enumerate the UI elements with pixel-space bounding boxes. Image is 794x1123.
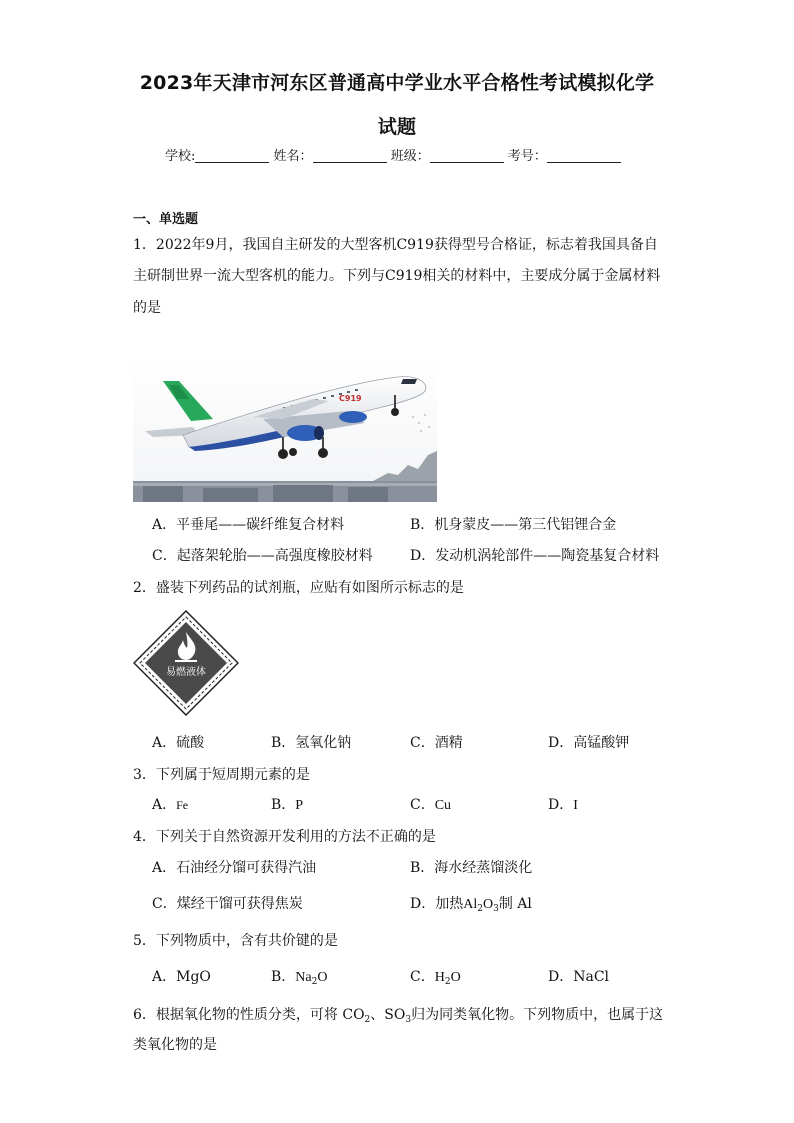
q3-option-d bbox=[548, 794, 578, 814]
flammable-liquid-icon bbox=[133, 610, 239, 716]
school-label: 学校: bbox=[165, 149, 196, 164]
subscript: 2 bbox=[311, 977, 318, 987]
element-symbol: Cu bbox=[434, 798, 452, 813]
q1-option-b: B．机身蒙皮——第三代铝锂合金 bbox=[410, 517, 617, 533]
q2-option-b: B．氢氧化钠 bbox=[271, 735, 352, 751]
subscript: 2 bbox=[477, 904, 483, 914]
q5-option-b bbox=[271, 966, 327, 987]
q2-stem: 2．盛装下列药品的试剂瓶，应贴有如图所示标志的是 bbox=[133, 580, 464, 596]
q4-option-d bbox=[410, 893, 532, 914]
q4-option-a: A．石油经分馏可获得汽油 bbox=[152, 860, 317, 876]
q5-option-a: A．MgO bbox=[152, 969, 211, 985]
subscript: 2 bbox=[444, 977, 451, 987]
formula-part: Na bbox=[295, 970, 312, 985]
c919-photo bbox=[133, 357, 437, 502]
q6-text: 6．根据氧化物的性质分类，可将 CO bbox=[133, 1007, 365, 1023]
q6-stem-line2: 类氧化物的是 bbox=[133, 1037, 217, 1053]
exam-number-label: 考号： bbox=[507, 149, 547, 164]
formula-part: O bbox=[317, 970, 328, 985]
subscript: 3 bbox=[405, 1015, 412, 1025]
q1-stem-line2: 主研制世界一流大型客机的能力。下列与C919相关的材料中，主要成分属于金属材料 bbox=[133, 268, 661, 284]
formula-part: Al bbox=[463, 897, 478, 912]
q2-option-a: A．硫酸 bbox=[152, 735, 205, 751]
option-letter: C． bbox=[410, 969, 435, 985]
q1-option-c: C．起落架轮胎——高强度橡胶材料 bbox=[152, 548, 373, 564]
q6-text: 归为同类氧化物。下列物质中，也属于这 bbox=[411, 1007, 664, 1023]
q3-stem: 3．下列属于短周期元素的是 bbox=[133, 767, 310, 783]
class-label: 班级： bbox=[390, 149, 430, 164]
option-letter: D． bbox=[548, 797, 574, 813]
formula-part: O bbox=[450, 970, 461, 985]
option-letter: B． bbox=[271, 969, 296, 985]
c919-airplane-image bbox=[133, 357, 437, 502]
q4-stem: 4．下列关于自然资源开发利用的方法不正确的是 bbox=[133, 829, 436, 845]
q3-option-a bbox=[152, 794, 188, 814]
formula-part: H bbox=[434, 970, 445, 985]
q5-option-c bbox=[410, 966, 461, 987]
q1-stem-line1: 1．2022年9月，我国自主研发的大型客机C919获得型号合格证，标志着我国具备自 bbox=[133, 237, 658, 253]
q4-option-b: B．海水经蒸馏淡化 bbox=[410, 860, 533, 876]
q1-option-a: A．平垂尾——碳纤维复合材料 bbox=[152, 517, 345, 533]
subscript: 3 bbox=[493, 904, 499, 914]
exam-number-blank bbox=[547, 148, 621, 163]
exam-title-line2: 试题 bbox=[377, 116, 417, 138]
school-blank bbox=[195, 148, 269, 163]
q5-option-d: D．NaCl bbox=[548, 969, 610, 985]
subscript: 2 bbox=[364, 1015, 371, 1025]
q3-option-c bbox=[410, 794, 451, 814]
q6-stem-line1 bbox=[133, 1004, 663, 1025]
section-heading: 一、单选题 bbox=[133, 212, 199, 227]
q4-option-c: C．煤经干馏可获得焦炭 bbox=[152, 896, 303, 912]
element-symbol: I bbox=[573, 798, 578, 813]
flammable-liquid-label: 易燃液体 bbox=[166, 667, 206, 678]
q2-option-c: C．酒精 bbox=[410, 735, 463, 751]
student-info-row bbox=[165, 145, 621, 164]
exam-title-line1: 2023年天津市河东区普通高中学业水平合格性考试模拟化学 bbox=[139, 72, 655, 94]
flammable-liquid-sign bbox=[133, 610, 239, 716]
option-letter: C． bbox=[410, 797, 435, 813]
q3-option-b bbox=[271, 794, 303, 814]
q6-text: 、SO bbox=[370, 1007, 406, 1023]
option-letter: A． bbox=[152, 797, 177, 813]
element-symbol: Fe bbox=[176, 798, 189, 812]
q2-option-d: D．高锰酸钾 bbox=[548, 735, 630, 751]
class-blank bbox=[430, 148, 504, 163]
option-letter: B． bbox=[271, 797, 296, 813]
element-symbol: P bbox=[295, 798, 304, 813]
q1-stem-line3: 的是 bbox=[133, 300, 161, 316]
q1-option-d: D．发动机涡轮部件——陶瓷基复合材料 bbox=[410, 548, 660, 564]
option-text: 制 Al bbox=[498, 896, 532, 912]
q5-stem: 5．下列物质中，含有共价键的是 bbox=[133, 933, 338, 949]
name-label: 姓名： bbox=[273, 149, 313, 164]
c919-fuselage-text: C919 bbox=[339, 394, 362, 403]
option-text: D．加热 bbox=[410, 896, 464, 912]
formula-part: O bbox=[482, 897, 494, 912]
name-blank bbox=[313, 148, 387, 163]
